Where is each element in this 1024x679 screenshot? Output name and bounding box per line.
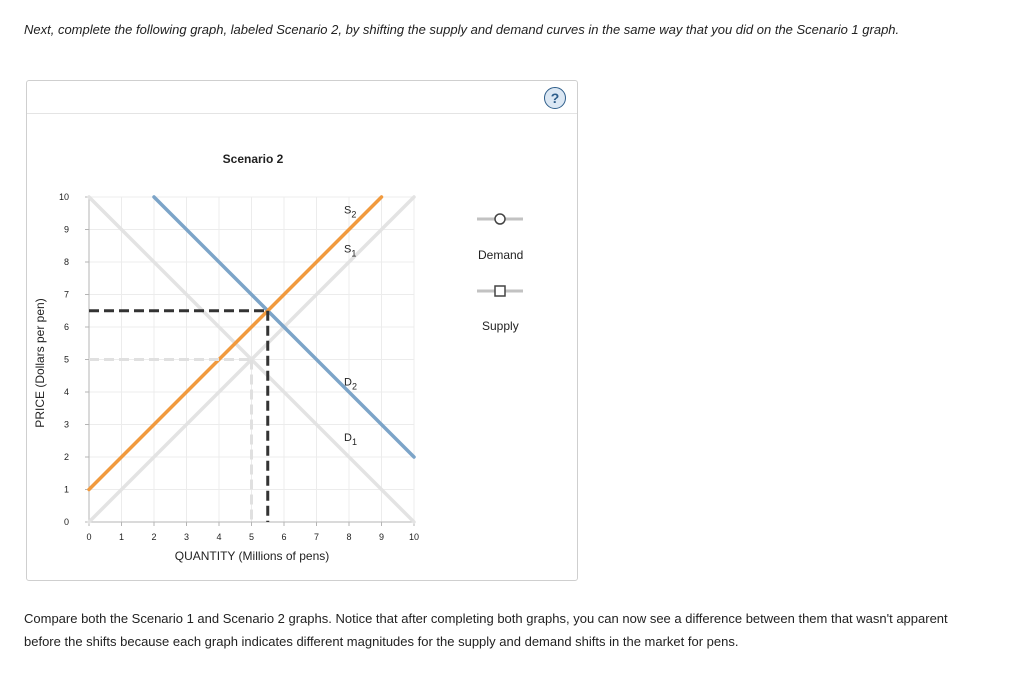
legend-label-supply: Supply <box>482 319 519 333</box>
legend-marker-square <box>495 286 505 296</box>
instructions-text: Next, complete the following graph, labeled Scenario 2, by shifting the supply and demand curves in the same way that you did on the Scenario 1 graph. <box>24 22 900 37</box>
x-tick-label: 4 <box>216 532 222 542</box>
x-tick-label: 6 <box>281 532 287 542</box>
equilibrium-lines <box>89 311 268 522</box>
x-tick-label: 1 <box>118 532 125 542</box>
curve-label-d1: $D_1$ <box>344 431 357 447</box>
graph-panel <box>26 80 578 581</box>
y-tick-label: 5 <box>63 354 69 365</box>
x-tick-label: 10 <box>408 532 420 542</box>
help-icon[interactable]: ? <box>544 87 566 109</box>
y-tick-label: 2 <box>63 452 69 462</box>
x-tick-label: 2 <box>151 532 157 542</box>
x-tick-label: 3 <box>183 532 190 542</box>
curve-label-s2: $S_2$ <box>344 204 357 220</box>
x-tick-label: 7 <box>313 532 320 542</box>
curve-label-d2: $D_2$ <box>344 376 357 392</box>
y-tick-label: 6 <box>63 322 69 332</box>
comparison-text: Compare both the Scenario 1 and Scenario 2 graphs. Notice that after completing both graphs, you can now see a difference between them that wasn't apparent before the shifts because each graph indicates different magnitudes for the supply and demand shifts in the market for pens. <box>24 611 948 649</box>
y-tick-label: 9 <box>63 224 69 235</box>
x-axis-label: QUANTITY (Millions of pens) <box>174 549 330 563</box>
legend-label-demand: Demand <box>478 248 524 262</box>
y-tick-label: 7 <box>63 289 69 300</box>
x-tick-label: 9 <box>378 532 385 542</box>
y-tick-label: 0 <box>63 517 69 527</box>
y-axis-ticks <box>59 192 89 527</box>
curve-label-s1: $S_1$ <box>344 243 357 259</box>
x-tick-label: 5 <box>248 532 255 542</box>
x-tick-label: 0 <box>86 532 92 542</box>
y-tick-label: 10 <box>58 192 69 202</box>
y-tick-label: 1 <box>63 484 69 495</box>
x-axis-ticks <box>86 522 419 542</box>
curve-labels <box>344 204 357 447</box>
chart-title: Scenario 2 <box>222 152 284 166</box>
y-tick-label: 3 <box>63 419 69 430</box>
y-tick-label: 4 <box>63 387 69 397</box>
legend-marker-circle <box>495 214 505 224</box>
y-tick-label: 8 <box>63 257 69 267</box>
y-axis-label: PRICE (Dollars per pen) <box>33 298 47 428</box>
x-tick-label: 8 <box>346 532 352 542</box>
